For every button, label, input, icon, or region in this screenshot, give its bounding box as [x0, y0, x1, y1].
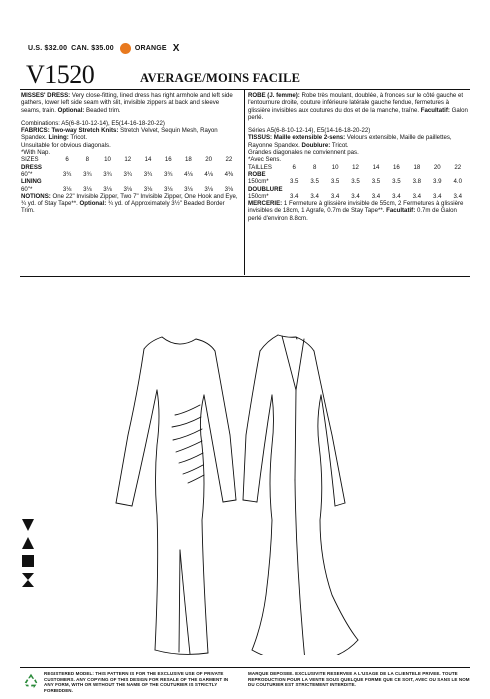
tissus-stretch-label: Maille extensible 2-sens: — [273, 134, 346, 142]
notions-desc: One 22" Invisible Zipper, Two 7" Invisible Zipper, One Hook and Eye, ¾ yd. of Stay Tape**. — [21, 192, 238, 208]
mercerie-facultatif-desc: 0.7m de Galon perlé d'environ 8.8cm. — [248, 207, 457, 222]
doublure-desc: Tricot. — [331, 141, 349, 149]
french-column — [248, 92, 468, 222]
mercerie-label: MERCERIE: — [248, 200, 283, 208]
yardage-table — [21, 156, 239, 192]
back-view-drawing — [243, 335, 358, 655]
lining-yardage-row: 60"* 3⅛ 3⅛ 3⅛ 3⅛ 3⅛ 3⅛ 3⅛ 3⅛ 3⅛ — [21, 185, 234, 193]
dress-desc: Very close-fitting, lined dress has right armhole and left side gathers, lower left side seam with slit, invisible zippers at back and sleeve seams, train. — [21, 92, 233, 114]
color-label: ORANGE — [134, 45, 167, 52]
dress-section-label: DRESS — [21, 163, 42, 171]
robe-title: ROBE (J. femme): — [248, 92, 300, 99]
metrage-table — [248, 164, 468, 200]
orange-dot-icon — [120, 43, 131, 54]
tissus — [248, 134, 468, 149]
hourglass-icon — [22, 573, 34, 587]
legal-notice-english: REGISTERED MODEL: THIS PATTERN IS FOR THE EXCLUSIVE USE OF PRIVATE CUSTOMERS. ANY COPYING OF THIS DESIGN FOR RESALE OF THE GARMENT IN ANY FORM, WITH OR WITHOUT THE NAME OF THE COUTURIER IS STRICTLY FORBIDDEN. — [44, 671, 229, 693]
tailles-row: TAILLES 6 8 10 12 14 16 18 20 22 — [248, 163, 462, 171]
robe-desc: Robe très moulant, doublée, à fronces sur le côté gauche et l'entournure droite, couture inférieure latérale gauche fendue, fermetures à glissière invisibles aux coutures du dos et de la manche, traîne. — [248, 92, 464, 114]
nap-note: *With Nap. — [21, 149, 51, 157]
fabrics-stretch-label: Two-way Stretch Knits: — [51, 127, 119, 135]
dress-yardage-row: 60"* 3¾ 3¾ 3¾ 3¾ 3¾ 3¾ 4⅛ 4⅛ 4⅜ — [21, 170, 234, 178]
english-column — [21, 92, 239, 215]
price-line — [28, 43, 180, 54]
price-can: CAN. $35.00 — [71, 45, 114, 52]
technical-drawings — [20, 295, 470, 655]
notions — [21, 193, 239, 215]
tissus-label: TISSUS: — [248, 134, 273, 142]
fabrics-desc: Stretch Velvet, Sequin Mesh, Rayon Spandex. — [21, 127, 218, 142]
mercerie-desc: 1 Fermeture à glissière invisible de 55cm, 2 Fermetures à glissière invisibles de 18cm, 1 Agrafe, 0.7m de Stay Tape**. — [248, 200, 464, 215]
dress-title: MISSES' DRESS: — [21, 92, 71, 99]
front-view-drawing — [116, 337, 236, 654]
notions-optional-desc: ¾ yd. of Approximately 3½" Beaded Border Trim. — [21, 200, 225, 215]
doublure-section-label: DOUBLURE — [248, 185, 283, 193]
legal-notice-french: MARQUE DEPOSEE. EXCLUSIVITE RESERVEE A L'USAGE DE LA CLIENTELE PRIVEE. TOUTE REPRODUCTION POUR LA VENTE SOUS QUELQUE FORME QUE CE SOIT, AVEC OU SANS LE NOM DU COUTURIER EST STRICTEMENT INTERDITE. — [248, 671, 470, 688]
robe-description — [248, 92, 468, 121]
lining-desc: Tricot. — [70, 134, 88, 142]
diagonales-note: Grandes diagonales ne conviennent pas. — [248, 149, 359, 157]
robe-section-label: ROBE — [248, 170, 266, 178]
facultatif-label: Facultatif: — [420, 106, 450, 114]
mercerie — [248, 200, 468, 222]
series: Séries A5(6-8-10-12-14), E5(14-16-18-20-22) — [248, 127, 371, 135]
recycle-icon — [22, 672, 40, 690]
difficulty-label: AVERAGE/MOINS FACILE — [140, 71, 301, 85]
price-us: U.S. $32.00 — [28, 45, 68, 52]
mercerie-facultatif-label: Facultatif: — [386, 207, 416, 215]
column-divider — [244, 90, 245, 275]
dress-description — [21, 92, 239, 114]
fabrics — [21, 127, 239, 142]
tissus-desc: Velours extensible, Maille de paillettes, Rayonne Spandex. — [248, 134, 452, 149]
optional-desc: Beaded trim. — [86, 106, 121, 114]
lining-label: Lining: — [48, 134, 69, 142]
lining-section-label: LINING — [21, 178, 42, 186]
robe-metrage-row: 150cm* 3.5 3.5 3.5 3.5 3.5 3.5 3.8 3.9 4.0 — [248, 178, 462, 186]
notions-optional-label: Optional: — [79, 200, 107, 208]
triangle-up-icon — [22, 537, 34, 549]
doublure-label: Doublure: — [301, 141, 331, 149]
sens-note: *Avec Sens. — [248, 156, 282, 164]
middle-rule — [20, 276, 470, 277]
doublure-metrage-row: 150cm* 3.4 3.4 3.4 3.4 3.4 3.4 3.4 3.4 3.4 — [248, 192, 462, 200]
top-rule — [20, 89, 470, 90]
sizes-row: SIZES 6 8 10 12 14 16 18 20 22 — [21, 156, 233, 164]
notions-label: NOTIONS: — [21, 192, 51, 200]
bottom-rule — [20, 667, 470, 668]
pattern-number: V1520 — [26, 60, 95, 89]
triangle-down-icon — [22, 519, 34, 531]
pattern-symbols — [20, 517, 36, 589]
color-mark: X — [172, 43, 180, 54]
optional-label: Optional: — [57, 106, 85, 114]
facultatif-desc: Galon perlé. — [248, 106, 468, 121]
fabrics-label: FABRICS: — [21, 127, 50, 135]
combinations: Combinations: A5(6-8-10-12-14), E5(14-16-18-20-22) — [21, 119, 165, 127]
unsuitable-note: Unsuitable for obvious diagonals. — [21, 141, 111, 149]
square-icon — [22, 555, 34, 567]
